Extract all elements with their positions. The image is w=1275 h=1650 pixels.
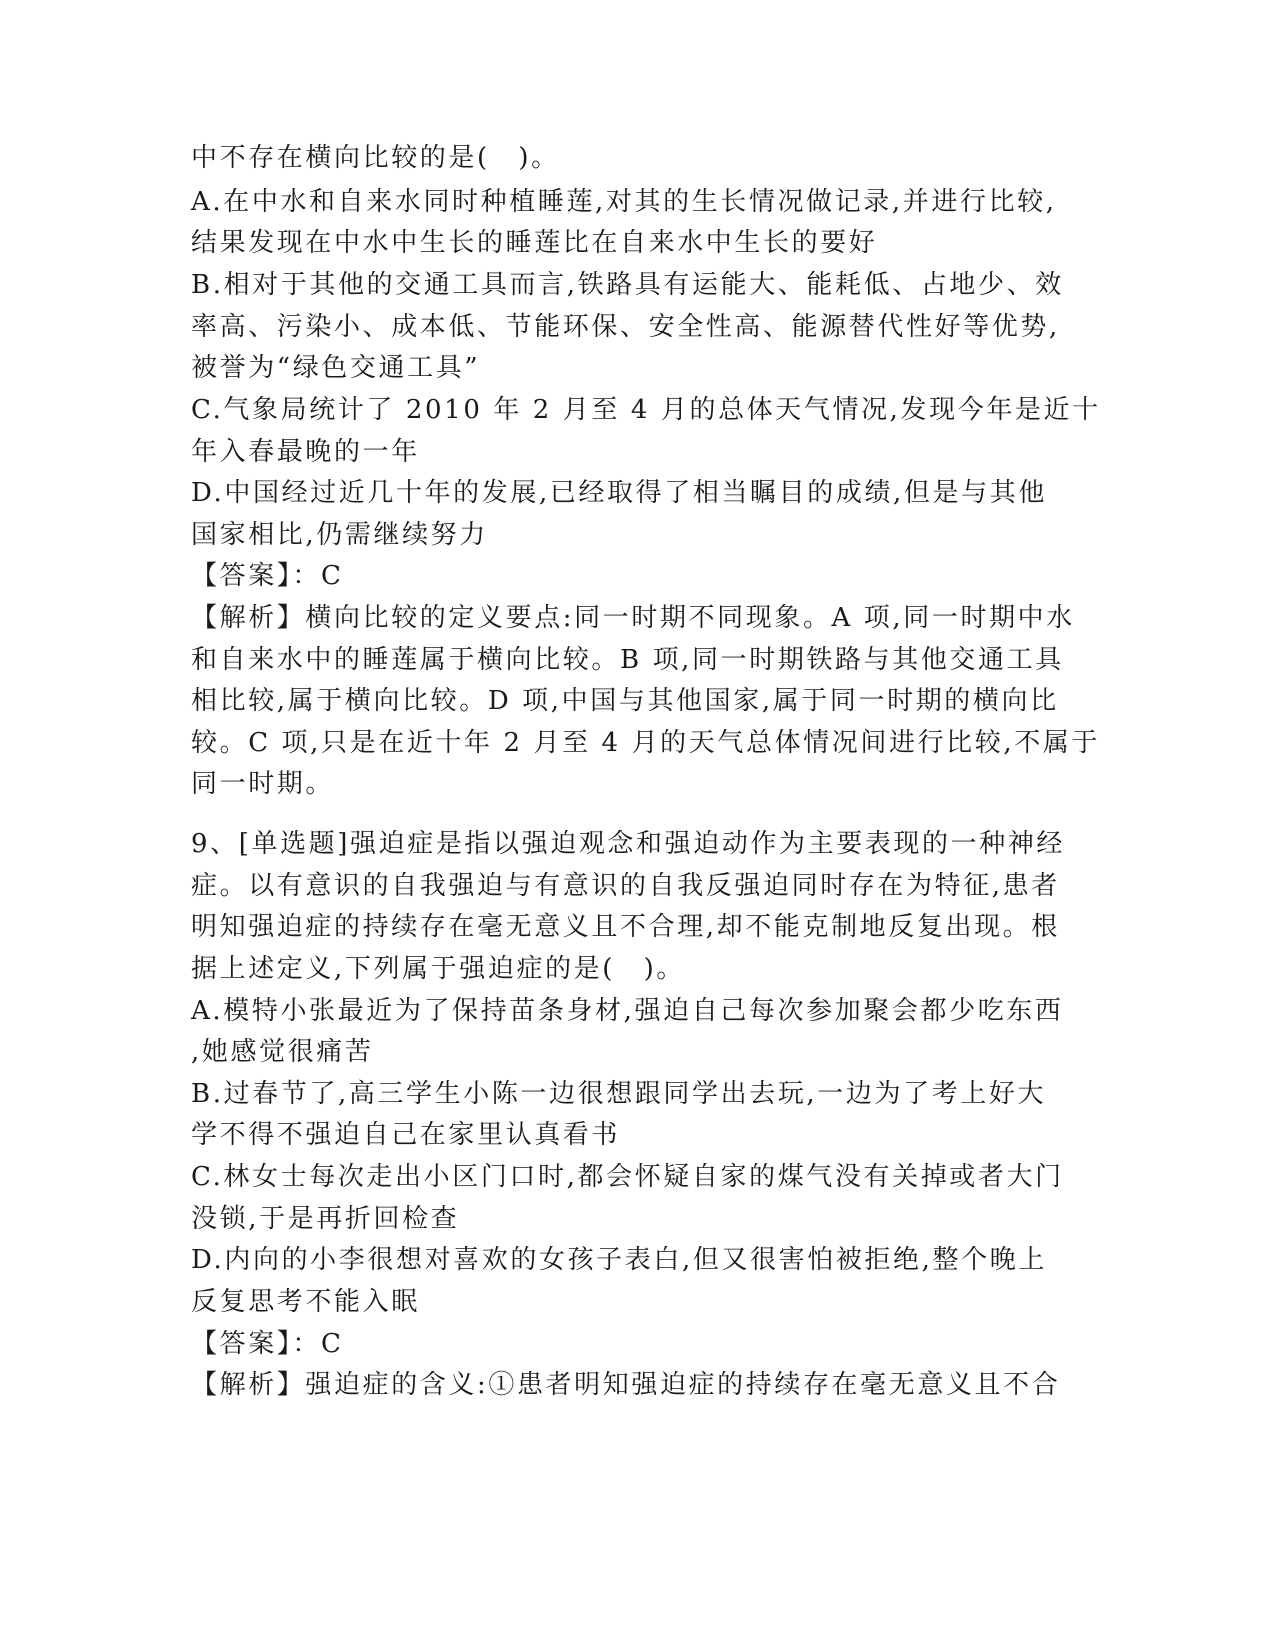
- q8-option-b-line: 率高、污染小、成本低、节能环保、安全性高、能源替代性好等优势,: [191, 312, 1060, 342]
- q9-option-b-line: B.过春节了,高三学生小陈一边很想跟同学出去玩,一边为了考上好大: [191, 1079, 1047, 1109]
- q9-option-a-line: ,她感觉很痛苦: [191, 1037, 374, 1067]
- q8-analysis-line: 同一时期。: [191, 769, 335, 799]
- q9-option-b-line: 学不得不强迫自己在家里认真看书: [191, 1120, 621, 1150]
- q8-option-d-line: D.中国经过近几十年的发展,已经取得了相当瞩目的成绩,但是与其他: [191, 478, 1047, 508]
- q8-analysis-line: 【解析】横向比较的定义要点:同一时期不同现象。A 项,同一时期中水: [191, 603, 1075, 633]
- q8-stem-line: 中不存在横向比较的是( )。: [191, 143, 560, 173]
- q8-option-a-line: 结果发现在中水中生长的睡莲比在自来水中生长的要好: [191, 228, 878, 258]
- q8-answer: 【答案】：C: [191, 561, 344, 591]
- q9-option-d-line: D.内向的小李很想对喜欢的女孩子表白,但又很害怕被拒绝,整个晚上: [191, 1245, 1047, 1275]
- q8-option-d-line: 国家相比,仍需继续努力: [191, 520, 488, 550]
- q9-option-a-line: A.模特小张最近为了保持苗条身材,强迫自己每次参加聚会都少吃东西: [191, 996, 1064, 1026]
- q9-option-d-line: 反复思考不能入眠: [191, 1287, 420, 1317]
- q8-option-c-line: C.气象局统计了 2010 年 2 月至 4 月的总体天气情况,发现今年是近十: [191, 395, 1101, 425]
- q9-answer: 【答案】：C: [191, 1329, 344, 1359]
- q9-stem-line: 据上述定义,下列属于强迫症的是( )。: [191, 954, 685, 984]
- q8-option-c-line: 年入春最晚的一年: [191, 437, 420, 467]
- q9-stem-line: 症。以有意识的自我强迫与有意识的自我反强迫同时存在为特征,患者: [191, 871, 1060, 901]
- q9-analysis-line: 【解析】强迫症的含义:①患者明知强迫症的持续存在毫无意义且不合: [191, 1370, 1061, 1400]
- q8-analysis-line: 相比较,属于横向比较。D 项,中国与其他国家,属于同一时期的横向比: [191, 686, 1059, 716]
- q8-analysis-line: 较。C 项,只是在近十年 2 月至 4 月的天气总体情况间进行比较,不属于: [191, 728, 1101, 758]
- q9-option-c-line: C.林女士每次走出小区门口时,都会怀疑自家的煤气没有关掉或者大门: [191, 1162, 1064, 1192]
- q9-stem-line: 9、[单选题]强迫症是指以强迫观念和强迫动作为主要表现的一种神经: [191, 829, 1066, 859]
- q8-option-a-line: A.在中水和自来水同时种植睡莲,对其的生长情况做记录,并进行比较,: [191, 187, 1057, 217]
- q9-stem-line: 明知强迫症的持续存在毫无意义且不合理,却不能克制地反复出现。根: [191, 912, 1060, 942]
- q8-analysis-line: 和自来水中的睡莲属于横向比较。B 项,同一时期铁路与其他交通工具: [191, 645, 1064, 675]
- q8-option-b-line: B.相对于其他的交通工具而言,铁路具有运能大、能耗低、占地少、效: [191, 270, 1064, 300]
- q9-option-c-line: 没锁,于是再折回检查: [191, 1204, 460, 1234]
- q8-option-b-line: 被誉为“绿色交通工具”: [191, 353, 481, 383]
